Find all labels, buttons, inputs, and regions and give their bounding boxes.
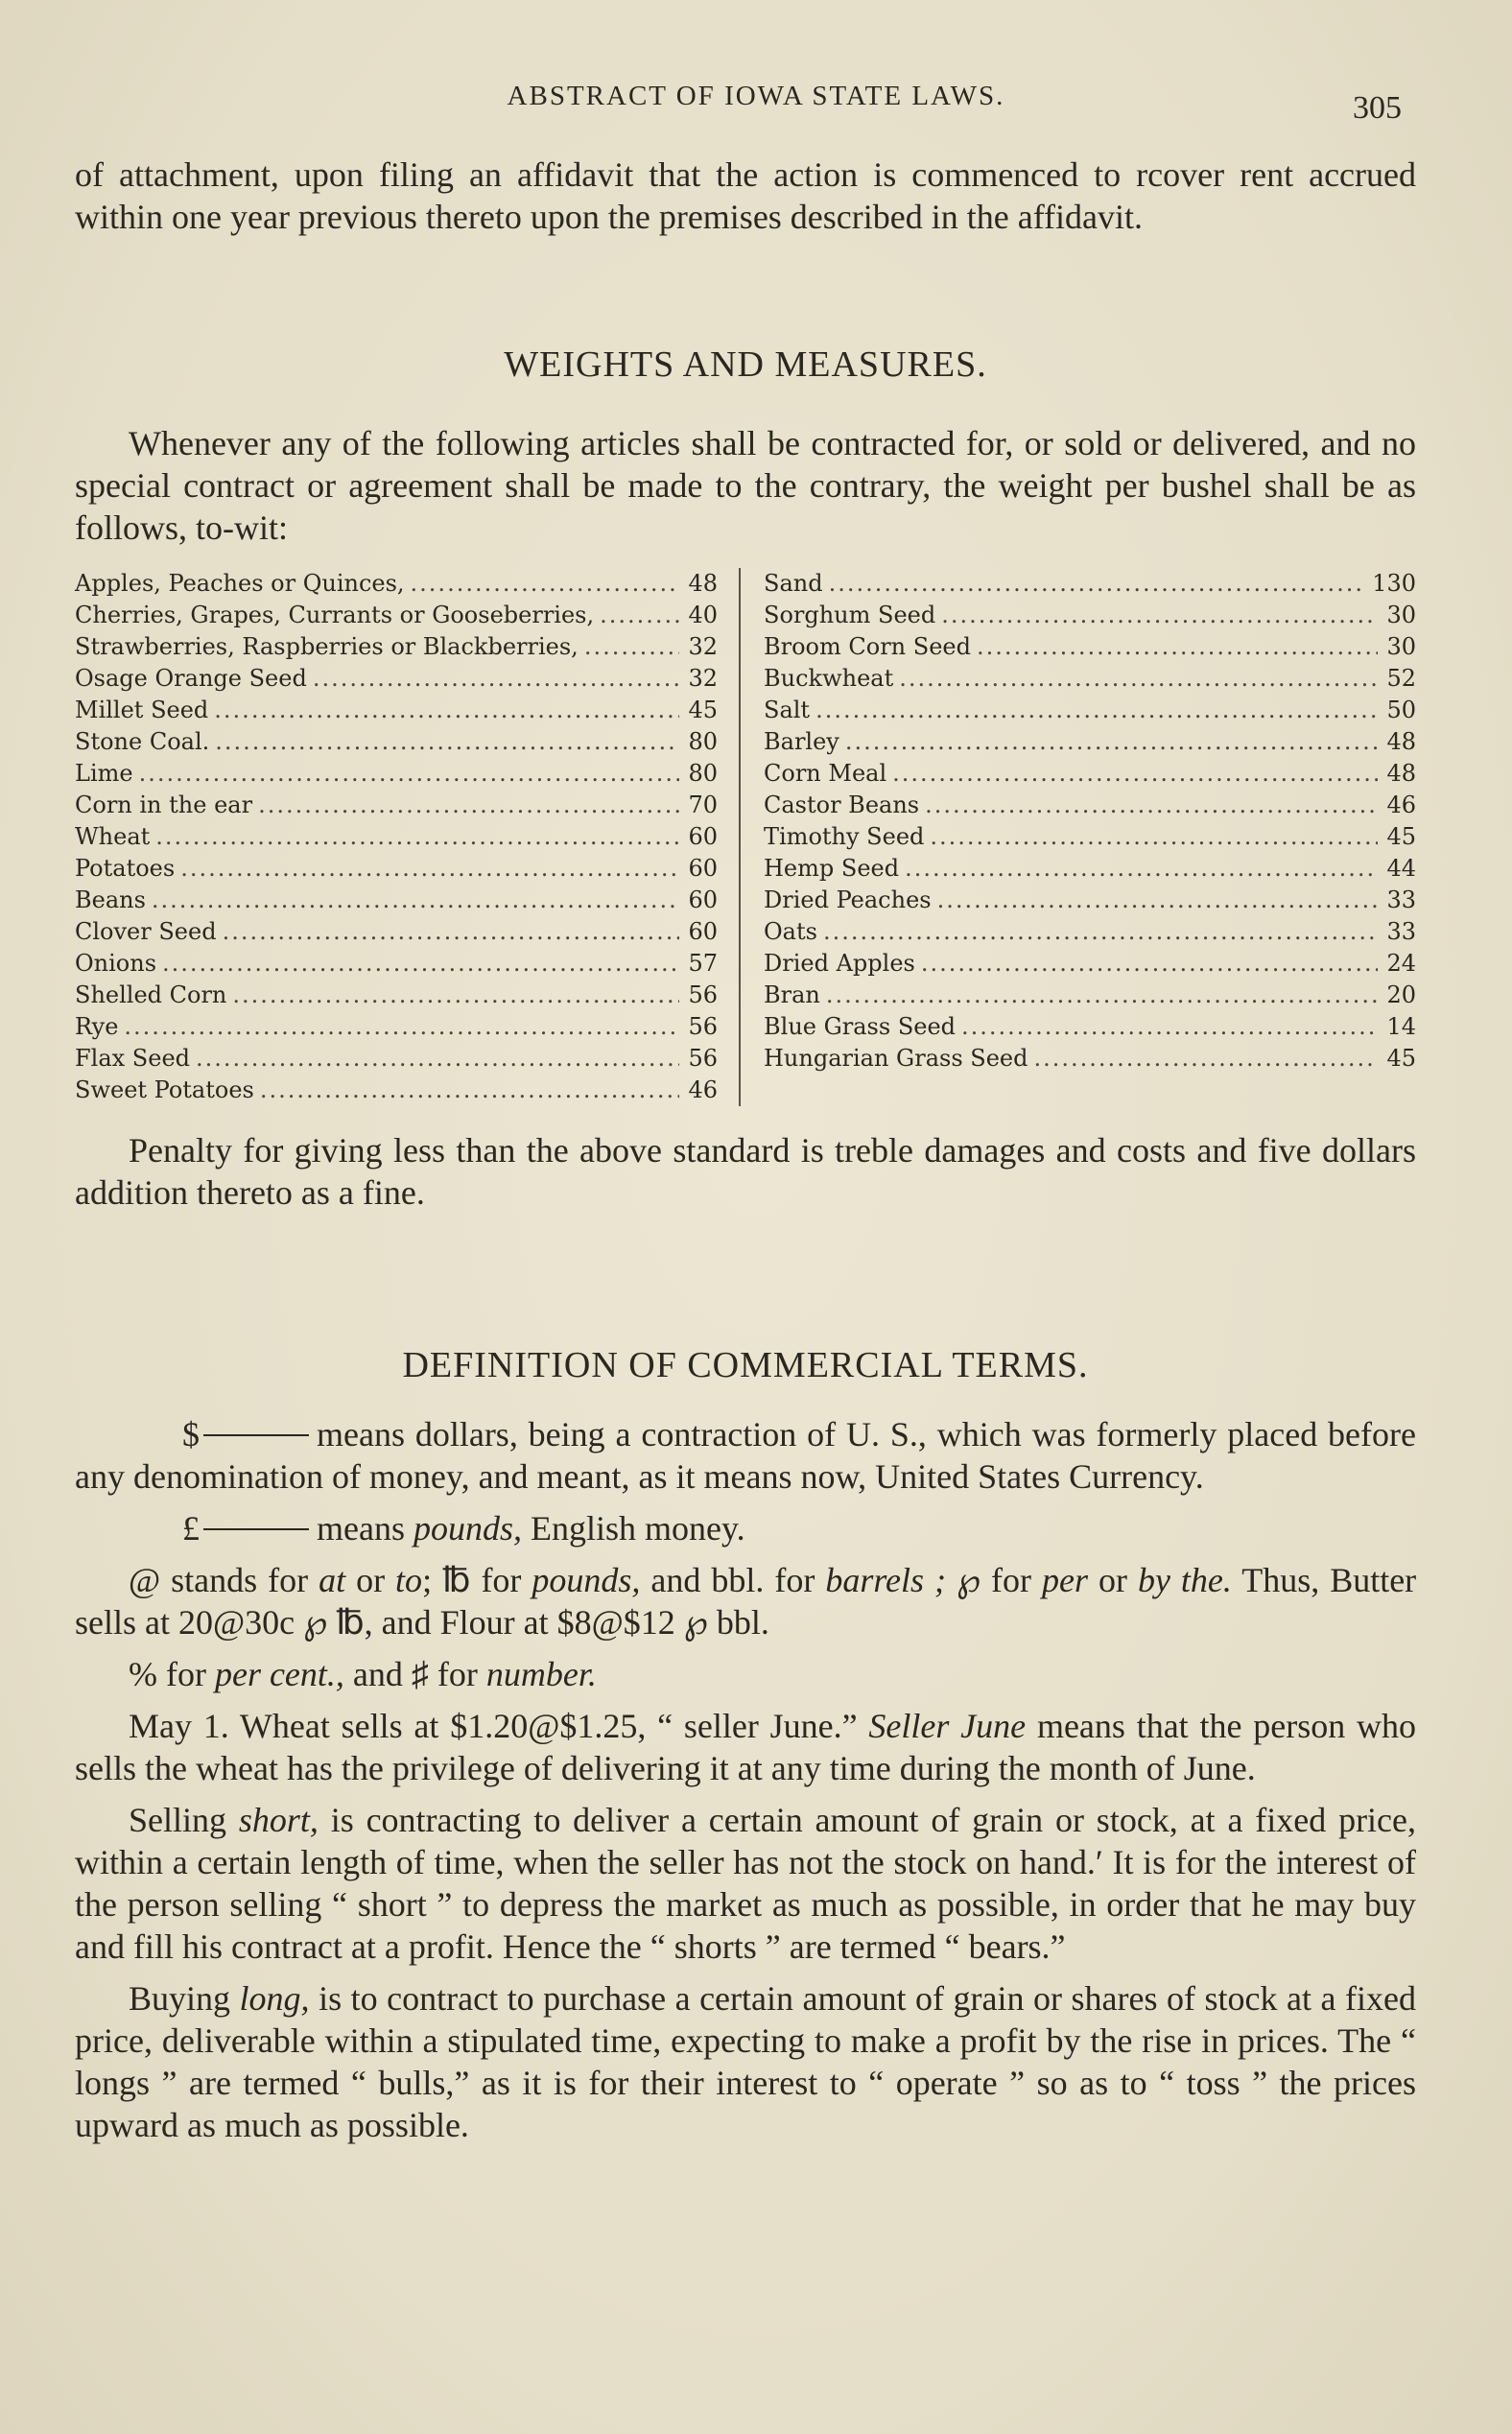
selling-short-definition [75,1799,1416,1968]
sym-text: @ stands for [129,1561,309,1599]
article-name: Lime [75,760,133,787]
weight-row [764,663,1416,695]
dot-leader [823,916,1378,948]
weight-value: 45 [1386,823,1416,850]
dot-leader [892,758,1378,790]
weight-row [764,568,1416,600]
weight-value: 56 [688,1013,718,1040]
dollar-definition [75,1413,1416,1498]
dot-leader [313,663,679,695]
article-name: Blue Grass Seed [764,1013,957,1040]
article-name: Osage Orange Seed [75,665,307,692]
dot-leader [162,948,679,980]
article-name: Onions [75,950,157,977]
weight-row [75,663,718,695]
dash-rule [203,1528,309,1530]
article-name: Clover Seed [75,918,217,945]
article-name: Wheat [75,823,151,850]
weight-row [75,948,718,980]
dot-leader [826,980,1378,1011]
dot-leader [961,1011,1378,1043]
weight-row [764,1043,1416,1075]
intro-paragraph: of attachment, upon filing an affidavit that the action is commenced to rcover rent accrued within one year previous thereto upon the premises described in the affidavit. [75,155,1416,236]
article-name: Stone Coal. [75,728,210,755]
long-italic: long, [239,1979,310,2018]
article-name: Barley [764,728,839,755]
weights-left-column [75,568,741,1106]
dot-leader [124,1011,679,1043]
long-text: is to contract to purchase a certain amount of grain or shares of stock at a fixed price, deliverable within a stipulated time, expecting to make a profit by the rise in prices. The “ longs ” are termed “ bulls,” as it is for their interest to “ operate ” so as to “ toss ” the prices upward as much as possible. [75,1979,1417,2144]
article-name: Cherries, Grapes, Currants or Gooseberries, [75,602,595,628]
weight-value: 60 [688,918,718,945]
weight-row [764,631,1416,663]
sym-text: ℘ for [956,1561,1031,1599]
pound-symbol: £ [182,1509,200,1548]
dot-leader [600,600,679,631]
article-name: Corn in the ear [75,792,253,818]
sym-text: and bbl. for [650,1561,815,1599]
article-name: Dried Peaches [764,886,932,913]
terms-heading: DEFINITION OF COMMERCIAL TERMS. [402,1345,1089,1385]
pound-rest: English money. [530,1509,745,1548]
sym-text: ; ℔ for [422,1561,522,1599]
weight-value: 57 [688,950,718,977]
weights-table [75,568,1416,1106]
dash-rule [203,1434,309,1436]
dot-leader [845,726,1378,758]
article-name: Salt [764,697,811,723]
weight-value: 33 [1386,886,1416,913]
short-text: is contracting to deliver a certain amount of grain or stock, at a fixed price, within a certain length of time, when the seller has not the stock on hand.′ It is for the interest of the person selling “ short ” to depress the market as much as possible, in order that he may buy and fill his contract at a profit. Hence the “ shorts ” are termed “ bears.” [75,1801,1417,1966]
weight-row [75,916,718,948]
weight-value: 44 [1386,855,1416,882]
long-text: Buying [129,1979,231,2018]
dot-leader [196,1043,679,1075]
dot-leader [925,790,1378,821]
dot-leader [815,695,1378,726]
dot-leader [899,663,1378,695]
pct-italic: number. [485,1655,597,1693]
dot-leader [152,885,679,916]
sym-italic: barrels ; [825,1561,946,1599]
weight-value: 30 [1386,602,1416,628]
weight-value: 48 [1386,760,1416,787]
weight-row [764,885,1416,916]
weight-row [75,631,718,663]
weight-row [75,1043,718,1075]
article-name: Beans [75,886,146,913]
dot-leader [214,695,679,726]
weight-row [764,726,1416,758]
sym-italic: per [1041,1561,1088,1599]
may-text: means that the person who sells the wheat has the privilege of delivering it at any time during the month of June. [75,1707,1416,1787]
weight-row [764,1011,1416,1043]
sym-italic: to [395,1561,423,1599]
weights-heading: WEIGHTS AND MEASURES. [504,344,987,385]
dot-leader [905,853,1378,885]
buying-long-definition [75,1977,1416,2146]
weight-row [764,821,1416,853]
weight-row [75,790,718,821]
weight-value: 80 [688,728,718,755]
weight-row [75,853,718,885]
article-name: Strawberries, Raspberries or Blackberries, [75,633,579,660]
weight-value: 32 [688,633,718,660]
article-name: Apples, Peaches or Quinces, [75,570,405,597]
weight-value: 40 [688,602,718,628]
article-name: Sand [764,570,823,597]
article-name: Shelled Corn [75,981,227,1008]
article-name: Buckwheat [764,665,894,692]
dot-leader [930,821,1378,853]
weight-row [75,726,718,758]
article-name: Oats [764,918,817,945]
weights-intro: Whenever any of the following articles shall be contracted for, or sold or delivered, and no special contract or agreement shall be made to the contrary, the weight per bushel shall be as follows, to-wit: [75,424,1416,547]
weight-value: 45 [688,697,718,723]
penalty-paragraph: Penalty for giving less than the above standard is treble damages and costs and five dollars addition thereto as a fine. [75,1131,1416,1212]
pct-text: and ♯ for [352,1655,478,1693]
weight-value: 130 [1372,570,1416,597]
pound-definition [75,1507,1416,1549]
weight-value: 46 [688,1076,718,1103]
sym-italic: at [319,1561,346,1599]
weight-value: 56 [688,981,718,1008]
weight-row [764,790,1416,821]
sym-text: or [1098,1561,1127,1599]
weight-value: 60 [688,823,718,850]
weight-row [75,758,718,790]
article-name: Timothy Seed [764,823,925,850]
dot-leader [937,885,1378,916]
may-text: May 1. Wheat sells at $1.20@$1.25, “ seller June.” [129,1707,858,1745]
dot-leader [260,1075,679,1106]
weight-row [75,980,718,1011]
sym-italic: by the. [1137,1561,1232,1599]
weight-value: 32 [688,665,718,692]
dollar-text: means dollars, being a contraction of U. S., which was formerly placed before any denomination of money, and meant, as it means now, United States Currency. [75,1415,1416,1496]
pound-italic: pounds, [413,1509,522,1548]
article-name: Potatoes [75,855,176,882]
article-name: Sweet Potatoes [75,1076,254,1103]
weight-row [764,948,1416,980]
symbols-definition [75,1559,1416,1643]
dot-leader [215,726,679,758]
weight-row [75,821,718,853]
dot-leader [180,853,679,885]
weight-row [75,885,718,916]
article-name: Broom Corn Seed [764,633,971,660]
page-content [75,154,1416,2146]
article-name: Sorghum Seed [764,602,936,628]
weight-row [75,1075,718,1106]
dot-leader [584,631,679,663]
weight-value: 48 [1386,728,1416,755]
weight-value: 50 [1386,697,1416,723]
dot-leader [139,758,679,790]
sym-text: Thus, Butter sells at 20@30c ℘ ℔, and Flour at $8@$12 ℘ bbl. [75,1561,1417,1642]
dot-leader [1033,1043,1378,1075]
weight-row [764,695,1416,726]
article-name: Hemp Seed [764,855,900,882]
dot-leader [941,600,1378,631]
weight-value: 33 [1386,918,1416,945]
weight-value: 46 [1386,792,1416,818]
weight-value: 52 [1386,665,1416,692]
article-name: Bran [764,981,820,1008]
dot-leader [829,568,1367,600]
article-name: Millet Seed [75,697,209,723]
may-italic: Seller June [868,1707,1027,1745]
short-italic: short, [238,1801,319,1839]
article-name: Corn Meal [764,760,887,787]
dollar-symbol: $ [182,1415,200,1453]
dot-leader [977,631,1378,663]
article-name: Rye [75,1013,119,1040]
pct-text: % for [129,1655,206,1693]
weight-row [764,916,1416,948]
article-name: Castor Beans [764,792,920,818]
weight-row [764,758,1416,790]
weight-value: 48 [688,570,718,597]
weight-row [75,600,718,631]
article-name: Hungarian Grass Seed [764,1045,1028,1072]
dot-leader [232,980,679,1011]
weight-row [764,853,1416,885]
short-text: Selling [129,1801,227,1839]
article-name: Flax Seed [75,1045,191,1072]
weight-value: 20 [1386,981,1416,1008]
weight-value: 60 [688,855,718,882]
weight-row [75,568,718,600]
weight-value: 24 [1386,950,1416,977]
weight-value: 56 [688,1045,718,1072]
weight-value: 70 [688,792,718,818]
seller-june-definition [75,1705,1416,1789]
dot-leader [921,948,1378,980]
weight-value: 60 [688,886,718,913]
dot-leader [223,916,679,948]
dot-leader [258,790,679,821]
pound-lead: means [317,1509,405,1548]
dot-leader [155,821,679,853]
weight-value: 45 [1386,1045,1416,1072]
weight-row [75,1011,718,1043]
weight-value: 80 [688,760,718,787]
page-number: 305 [1353,90,1402,126]
weight-row [764,980,1416,1011]
sym-italic: pounds, [532,1561,641,1599]
weight-value: 30 [1386,633,1416,660]
sym-text: or [356,1561,386,1599]
percent-definition [75,1653,1416,1695]
article-name: Dried Apples [764,950,915,977]
weights-right-column [743,568,1416,1106]
pct-italic: per cent., [214,1655,344,1693]
weight-value: 14 [1386,1013,1416,1040]
weight-row [75,695,718,726]
running-head: ABSTRACT OF IOWA STATE LAWS. [507,81,1005,111]
weight-row [764,600,1416,631]
dot-leader [411,568,679,600]
